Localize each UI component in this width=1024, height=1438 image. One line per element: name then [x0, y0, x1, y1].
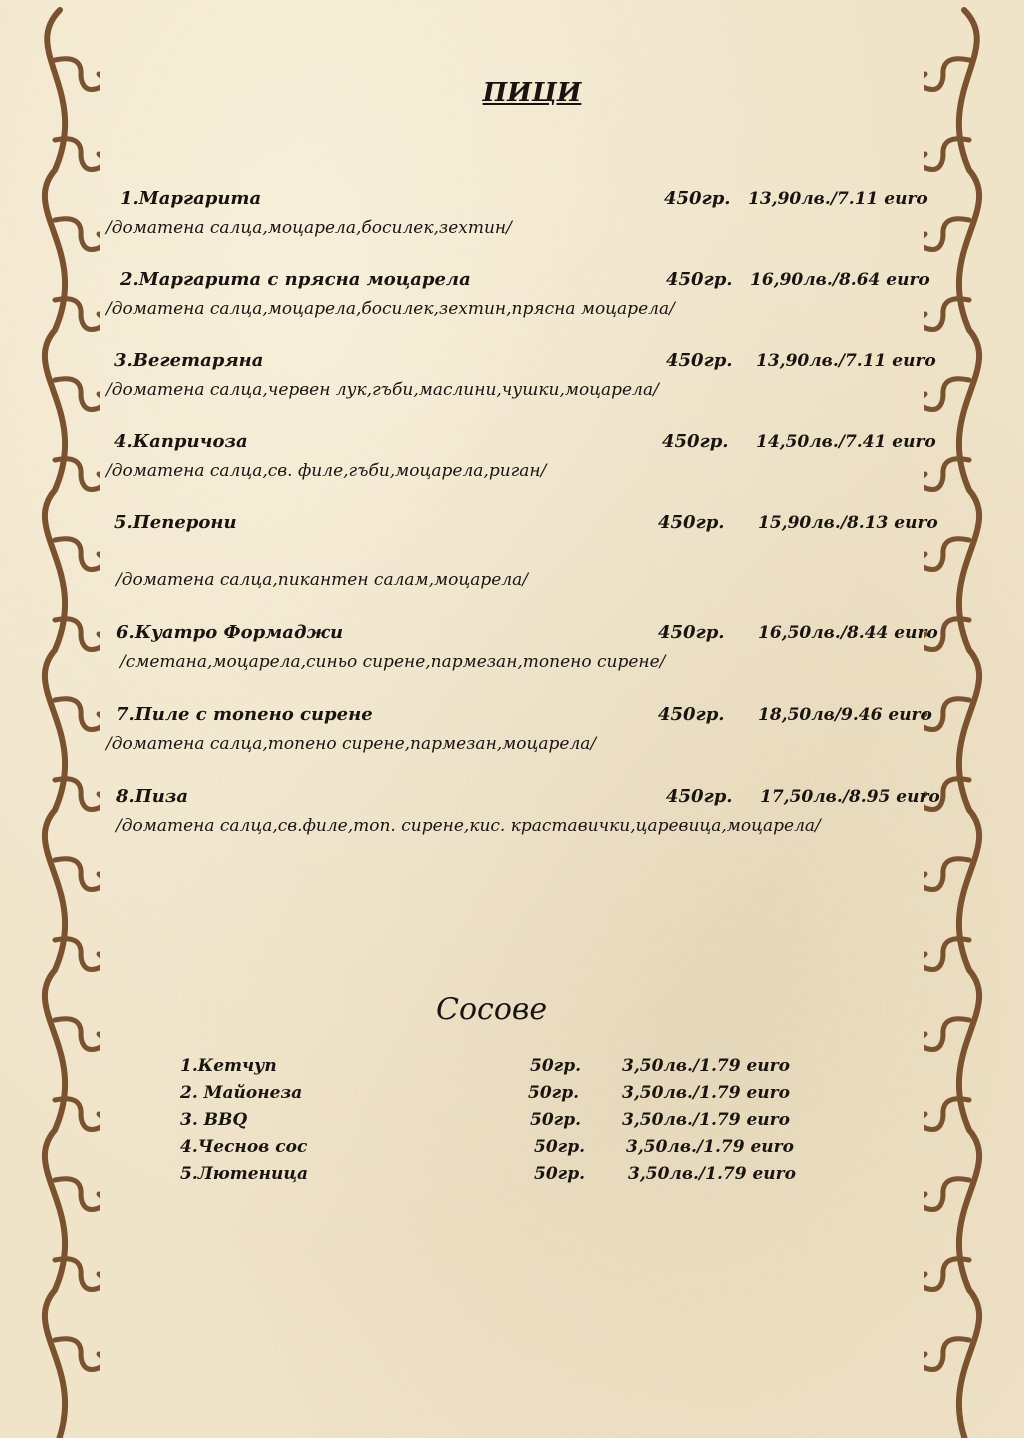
- pizza-price: 13,90лв./7.11 euro: [756, 351, 936, 371]
- pizza-weight: 450гр.: [658, 512, 725, 533]
- pizza-description: /доматена салца,червен лук,гъби,маслини,чушки,моцарела/: [106, 380, 659, 400]
- pizza-price: 13,90лв./7.11 euro: [748, 189, 928, 209]
- sauce-weight: 50гр.: [530, 1056, 582, 1076]
- pizza-weight: 450гр.: [664, 188, 731, 209]
- sauce-price: 3,50лв./1.79 euro: [626, 1137, 794, 1157]
- sauce-name: 4.Чеснов сос: [180, 1137, 308, 1157]
- pizza-name: 4.Капричоза: [114, 431, 248, 452]
- pizza-description: /доматена салца,топено сирене,пармезан,моцарела/: [106, 734, 597, 754]
- sauce-name: 2. Майонеза: [180, 1083, 303, 1103]
- sauce-price: 3,50лв./1.79 euro: [622, 1083, 790, 1103]
- pizza-name: 5.Пеперони: [114, 512, 237, 533]
- pizza-weight: 450гр.: [662, 431, 729, 452]
- sauces-title: Сосове: [436, 992, 548, 1027]
- sauce-name: 3. BBQ: [180, 1110, 248, 1130]
- sauce-name: 5.Лютеница: [180, 1164, 309, 1184]
- sauce-weight: 50гр.: [534, 1164, 586, 1184]
- left-ornament-border: [0, 0, 100, 1438]
- pizza-weight: 450гр.: [658, 704, 725, 725]
- pizza-name: 8.Пиза: [116, 786, 189, 807]
- sauce-weight: 50гр.: [528, 1083, 580, 1103]
- pizza-name: 1.Маргарита: [120, 188, 262, 209]
- scroll-ornament-icon: [0, 0, 100, 1438]
- pizza-description: /доматена салца,моцарела,босилек,зехтин/: [106, 218, 512, 238]
- pizza-description: /доматена салца,св. филе,гъби,моцарела,риган/: [106, 461, 547, 481]
- pizza-price: 17,50лв./8.95 euro: [760, 787, 940, 807]
- pizza-description: /доматена салца,моцарела,босилек,зехтин,прясна моцарела/: [106, 299, 675, 319]
- pizza-price: 16,90лв./8.64 euro: [750, 270, 930, 290]
- right-ornament-border: [924, 0, 1024, 1438]
- pizza-price: 18,50лв/9.46 euro: [758, 705, 932, 725]
- pizza-weight: 450гр.: [666, 269, 733, 290]
- pizza-price: 15,90лв./8.13 euro: [758, 513, 938, 533]
- page-title: ПИЦИ: [482, 78, 582, 108]
- pizza-description: /доматена салца,пикантен салам,моцарела/: [116, 570, 529, 590]
- pizza-weight: 450гр.: [666, 786, 733, 807]
- scroll-ornament-icon: [924, 0, 1024, 1438]
- sauce-weight: 50гр.: [534, 1137, 586, 1157]
- sauce-price: 3,50лв./1.79 euro: [622, 1110, 790, 1130]
- pizza-weight: 450гр.: [658, 622, 725, 643]
- pizza-name: 3.Вегетаряна: [114, 350, 264, 371]
- pizza-description: /сметана,моцарела,синьо сирене,пармезан,топено сирене/: [120, 652, 666, 672]
- pizza-price: 14,50лв./7.41 euro: [756, 432, 936, 452]
- pizza-name: 2.Маргарита с прясна моцарела: [120, 269, 471, 290]
- pizza-weight: 450гр.: [666, 350, 733, 371]
- sauce-weight: 50гр.: [530, 1110, 582, 1130]
- sauce-price: 3,50лв./1.79 euro: [622, 1056, 790, 1076]
- sauce-price: 3,50лв./1.79 euro: [628, 1164, 796, 1184]
- pizza-description: /доматена салца,св.филе,топ. сирене,кис. краставички,царевица,моцарела/: [116, 816, 821, 836]
- pizza-name: 6.Куатро Формаджи: [116, 622, 344, 643]
- pizza-price: 16,50лв./8.44 euro: [758, 623, 938, 643]
- pizza-name: 7.Пиле с топено сирене: [116, 704, 373, 725]
- sauce-name: 1.Кетчуп: [180, 1056, 277, 1076]
